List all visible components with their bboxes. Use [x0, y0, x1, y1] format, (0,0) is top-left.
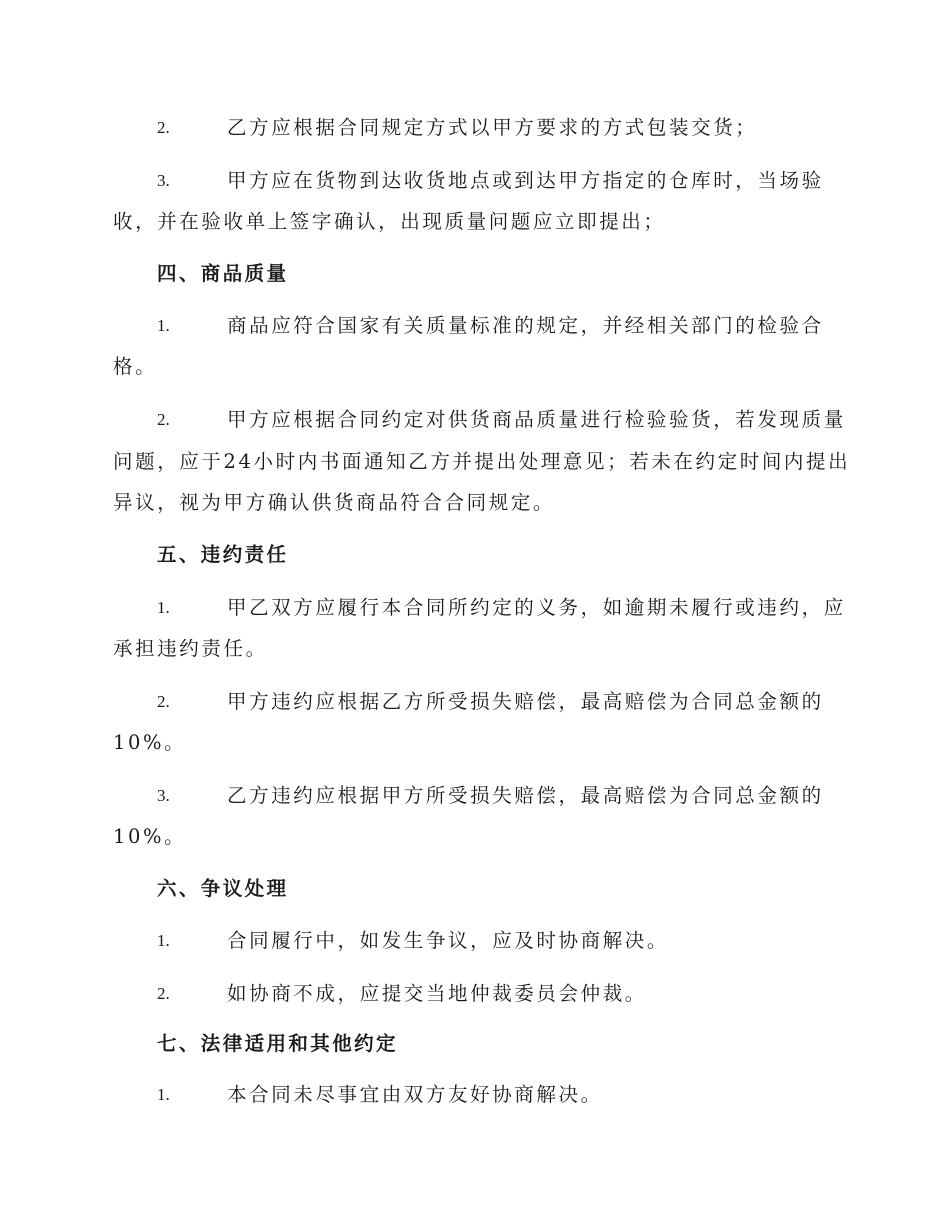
paragraph-text: 甲方应在货物到达收货地点或到达甲方指定的仓库时，当场验 [227, 169, 824, 192]
paragraph-text: 本合同未尽事宜由双方友好协商解决。 [227, 1083, 603, 1106]
item-number: 3. [157, 786, 170, 805]
item-number: 1. [157, 598, 170, 617]
section-heading: 四、商品质量 [157, 262, 289, 285]
item-number: 1. [157, 316, 170, 335]
paragraph-text: 乙方违约应根据甲方所受损失赔偿，最高赔偿为合同总金额的 [227, 784, 824, 807]
item-number: 1. [157, 1085, 170, 1104]
paragraph-text: 甲乙双方应履行本合同所约定的义务，如逾期未履行或违约，应 [227, 596, 846, 619]
paragraph-text: 甲方应根据合同约定对供货商品质量进行检验验货，若发现质量 [227, 408, 846, 431]
paragraph-text: 甲方违约应根据乙方所受损失赔偿，最高赔偿为合同总金额的 [227, 690, 824, 713]
paragraph-text: 10%。 [113, 825, 187, 848]
section-heading: 六、争议处理 [157, 877, 289, 900]
item-number: 2. [157, 410, 170, 429]
paragraph-text: 问题，应于24小时内书面通知乙方并提出处理意见；若未在约定时间内提出 [113, 450, 851, 473]
item-number: 3. [157, 171, 170, 190]
paragraph-text: 承担违约责任。 [113, 637, 268, 660]
paragraph-text: 如协商不成，应提交当地仲裁委员会仲裁。 [227, 982, 647, 1005]
item-number: 2. [157, 984, 170, 1003]
paragraph-text: 商品应符合国家有关质量标准的规定，并经相关部门的检验合 [227, 314, 824, 337]
paragraph-text: 合同履行中，如发生争议，应及时协商解决。 [227, 929, 670, 952]
item-number: 2. [157, 118, 170, 137]
paragraph-text: 异议，视为甲方确认供货商品符合合同规定。 [113, 491, 556, 514]
paragraph-text: 格。 [113, 355, 158, 378]
paragraph-text: 乙方应根据合同规定方式以甲方要求的方式包装交货； [227, 116, 758, 139]
paragraph-text: 10%。 [113, 731, 187, 754]
section-heading: 五、违约责任 [157, 543, 289, 566]
paragraph-text: 收，并在验收单上签字确认，出现质量问题应立即提出； [113, 210, 666, 233]
item-number: 2. [157, 692, 170, 711]
section-heading: 七、法律适用和其他约定 [157, 1032, 398, 1055]
item-number: 1. [157, 931, 170, 950]
